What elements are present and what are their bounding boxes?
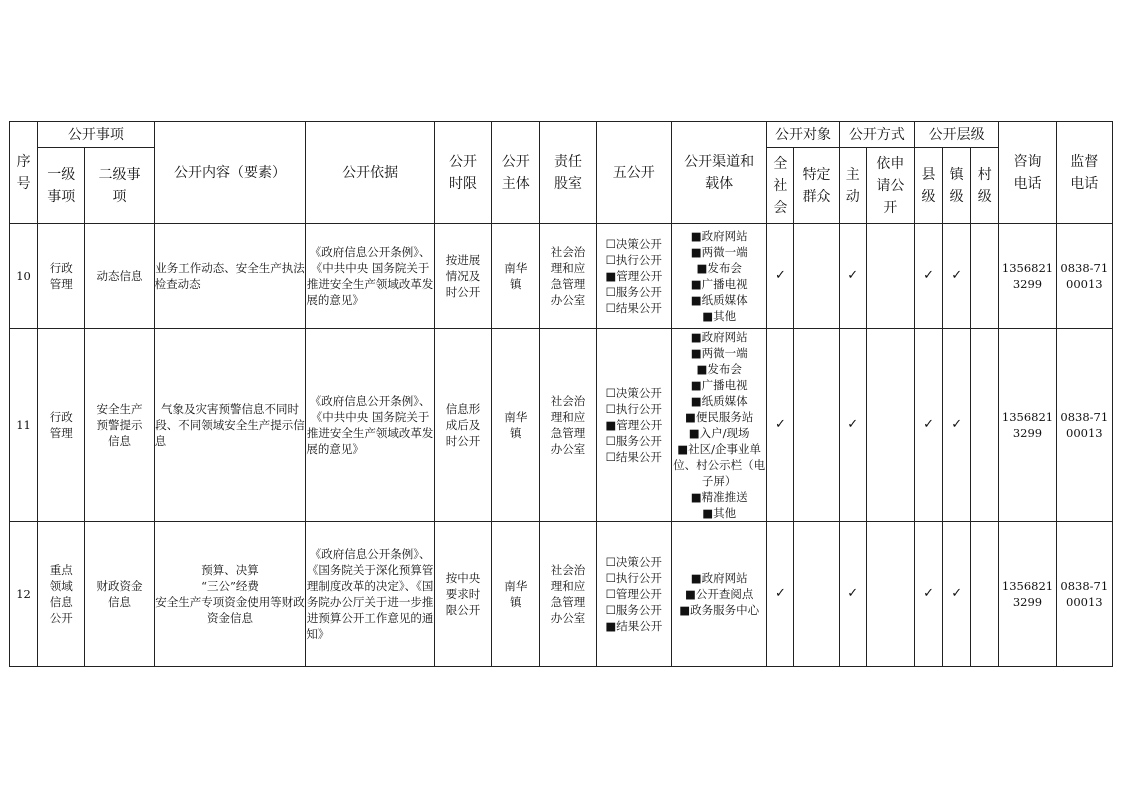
target-all-check: ✓	[767, 224, 794, 329]
level-village-check	[971, 329, 999, 522]
mode-active-check: ✓	[839, 224, 866, 329]
channel-item: ■广播电视	[690, 277, 748, 291]
header-five: 五公开	[596, 122, 671, 224]
dept-cell: 社会治 理和应 急管理 办公室	[540, 224, 596, 329]
supervise-phone: 0838-71 00013	[1056, 224, 1112, 329]
header-level-county: 县 级	[914, 148, 942, 224]
level2-item: 动态信息	[85, 224, 154, 329]
channel-item: ■便民服务站	[684, 410, 754, 424]
mode-active-check: ✓	[839, 329, 866, 522]
level-county-check: ✓	[914, 329, 942, 522]
header-consult-phone: 咨询 电话	[999, 122, 1056, 224]
channel-item: ■纸质媒体	[690, 293, 748, 307]
header-subject: 公开 主体	[492, 122, 540, 224]
header-target-specific: 特定 群众	[794, 148, 839, 224]
consult-phone: 1356821 3299	[999, 522, 1056, 667]
header-matters-group: 公开事项	[38, 122, 155, 148]
subject-cell: 南华 镇	[492, 522, 540, 667]
five-open-item: ☐决策公开	[605, 555, 662, 569]
channels-list	[671, 329, 766, 522]
content-cell: 业务工作动态、安全生产执法检查动态	[154, 224, 306, 329]
five-open-item: ☐执行公开	[605, 402, 662, 416]
row-number: 10	[10, 224, 38, 329]
channel-item: ■发布会	[696, 261, 742, 275]
channel-item: ■两微一端	[690, 346, 748, 360]
consult-phone: 1356821 3299	[999, 329, 1056, 522]
five-open-item: ■结果公开	[605, 619, 663, 633]
mode-request-check	[866, 224, 914, 329]
channels-list	[671, 522, 766, 667]
basis-cell: 《政府信息公开条例》、《国务院关于深化预算管理制度改革的决定》、《国务院办公厅关于进一步推进预算公开工作意见的通知》	[306, 522, 435, 667]
channel-item: ■政府网站	[690, 571, 748, 585]
header-target-group: 公开对象	[767, 122, 839, 148]
header-deadline: 公开 时限	[434, 122, 491, 224]
table-row	[10, 522, 1113, 667]
header-mode-request: 依申 请公 开	[866, 148, 914, 224]
disclosure-table	[9, 121, 1113, 667]
header-mode-group: 公开方式	[839, 122, 914, 148]
header-mode-active: 主 动	[839, 148, 866, 224]
five-open-item: ☐服务公开	[605, 603, 662, 617]
level2-item: 安全生产 预警提示 信息	[85, 329, 154, 522]
target-specific-check	[794, 329, 839, 522]
target-all-check: ✓	[767, 329, 794, 522]
header-target-all: 全 社 会	[767, 148, 794, 224]
dept-cell: 社会治 理和应 急管理 办公室	[540, 329, 596, 522]
table-row	[10, 329, 1113, 522]
subject-cell: 南华 镇	[492, 224, 540, 329]
channel-item: ■社区/企事业单位、村公示栏（电子屏）	[673, 442, 766, 488]
row-number: 12	[10, 522, 38, 667]
dept-cell: 社会治 理和应 急管理 办公室	[540, 522, 596, 667]
five-open-list	[596, 522, 671, 667]
deadline-cell: 按进展 情况及 时公开	[434, 224, 491, 329]
target-specific-check	[794, 224, 839, 329]
five-open-item: ☐执行公开	[605, 571, 662, 585]
channel-item: ■广播电视	[690, 378, 748, 392]
header-seq: 序 号	[10, 122, 38, 224]
target-specific-check	[794, 522, 839, 667]
content-cell: 预算、决算 “三公”经费 安全生产专项资金使用等财政资金信息	[154, 522, 306, 667]
basis-cell: 《政府信息公开条例》、《中共中央 国务院关于推进安全生产领域改革发展的意见》	[306, 329, 435, 522]
supervise-phone: 0838-71 00013	[1056, 522, 1112, 667]
five-open-item: ☐服务公开	[605, 285, 662, 299]
header-supervise-phone: 监督 电话	[1056, 122, 1112, 224]
table-row	[10, 224, 1113, 329]
consult-phone: 1356821 3299	[999, 224, 1056, 329]
channel-item: ■精准推送	[690, 490, 748, 504]
level-village-check	[971, 522, 999, 667]
mode-request-check	[866, 522, 914, 667]
five-open-item: ☐结果公开	[605, 301, 662, 315]
channel-item: ■两微一端	[690, 245, 748, 259]
header-level2: 二级事 项	[85, 148, 154, 224]
level-town-check: ✓	[943, 329, 971, 522]
channel-item: ■政府网站	[690, 229, 748, 243]
level-county-check: ✓	[914, 224, 942, 329]
channels-list	[671, 224, 766, 329]
header-basis: 公开依据	[306, 122, 435, 224]
five-open-item: ☐结果公开	[605, 450, 662, 464]
channel-item: ■公开查阅点	[684, 587, 754, 601]
level1-item: 行政 管理	[38, 329, 85, 522]
channel-item: ■其他	[702, 309, 737, 323]
subject-cell: 南华 镇	[492, 329, 540, 522]
channel-item: ■政府网站	[690, 330, 748, 344]
level-town-check: ✓	[943, 224, 971, 329]
header-channels: 公开渠道和 载体	[671, 122, 766, 224]
five-open-list	[596, 224, 671, 329]
header-content: 公开内容（要素）	[154, 122, 306, 224]
header-level1: 一级 事项	[38, 148, 85, 224]
level-county-check: ✓	[914, 522, 942, 667]
level-village-check	[971, 224, 999, 329]
five-open-list	[596, 329, 671, 522]
channel-item: ■其他	[702, 506, 737, 520]
five-open-item: ■管理公开	[605, 269, 663, 283]
target-all-check: ✓	[767, 522, 794, 667]
channel-item: ■发布会	[696, 362, 742, 376]
supervise-phone: 0838-71 00013	[1056, 329, 1112, 522]
level-town-check: ✓	[943, 522, 971, 667]
five-open-item: ☐服务公开	[605, 434, 662, 448]
header-level-town: 镇 级	[943, 148, 971, 224]
deadline-cell: 信息形 成后及 时公开	[434, 329, 491, 522]
header-level-group: 公开层级	[914, 122, 998, 148]
five-open-item: ☐执行公开	[605, 253, 662, 267]
five-open-item: ☐管理公开	[605, 587, 662, 601]
mode-active-check: ✓	[839, 522, 866, 667]
level1-item: 重点 领域 信息 公开	[38, 522, 85, 667]
header-dept: 责任 股室	[540, 122, 596, 224]
content-cell: 气象及灾害预警信息不同时段、不同领域安全生产提示信息	[154, 329, 306, 522]
header-level-village: 村 级	[971, 148, 999, 224]
channel-item: ■入户/现场	[688, 426, 750, 440]
five-open-item: ■管理公开	[605, 418, 663, 432]
channel-item: ■政务服务中心	[679, 603, 760, 617]
row-number: 11	[10, 329, 38, 522]
level2-item: 财政资金 信息	[85, 522, 154, 667]
level1-item: 行政 管理	[38, 224, 85, 329]
basis-cell: 《政府信息公开条例》、《中共中央 国务院关于推进安全生产领域改革发展的意见》	[306, 224, 435, 329]
mode-request-check	[866, 329, 914, 522]
deadline-cell: 按中央 要求时 限公开	[434, 522, 491, 667]
channel-item: ■纸质媒体	[690, 394, 748, 408]
five-open-item: ☐决策公开	[605, 386, 662, 400]
five-open-item: ☐决策公开	[605, 237, 662, 251]
